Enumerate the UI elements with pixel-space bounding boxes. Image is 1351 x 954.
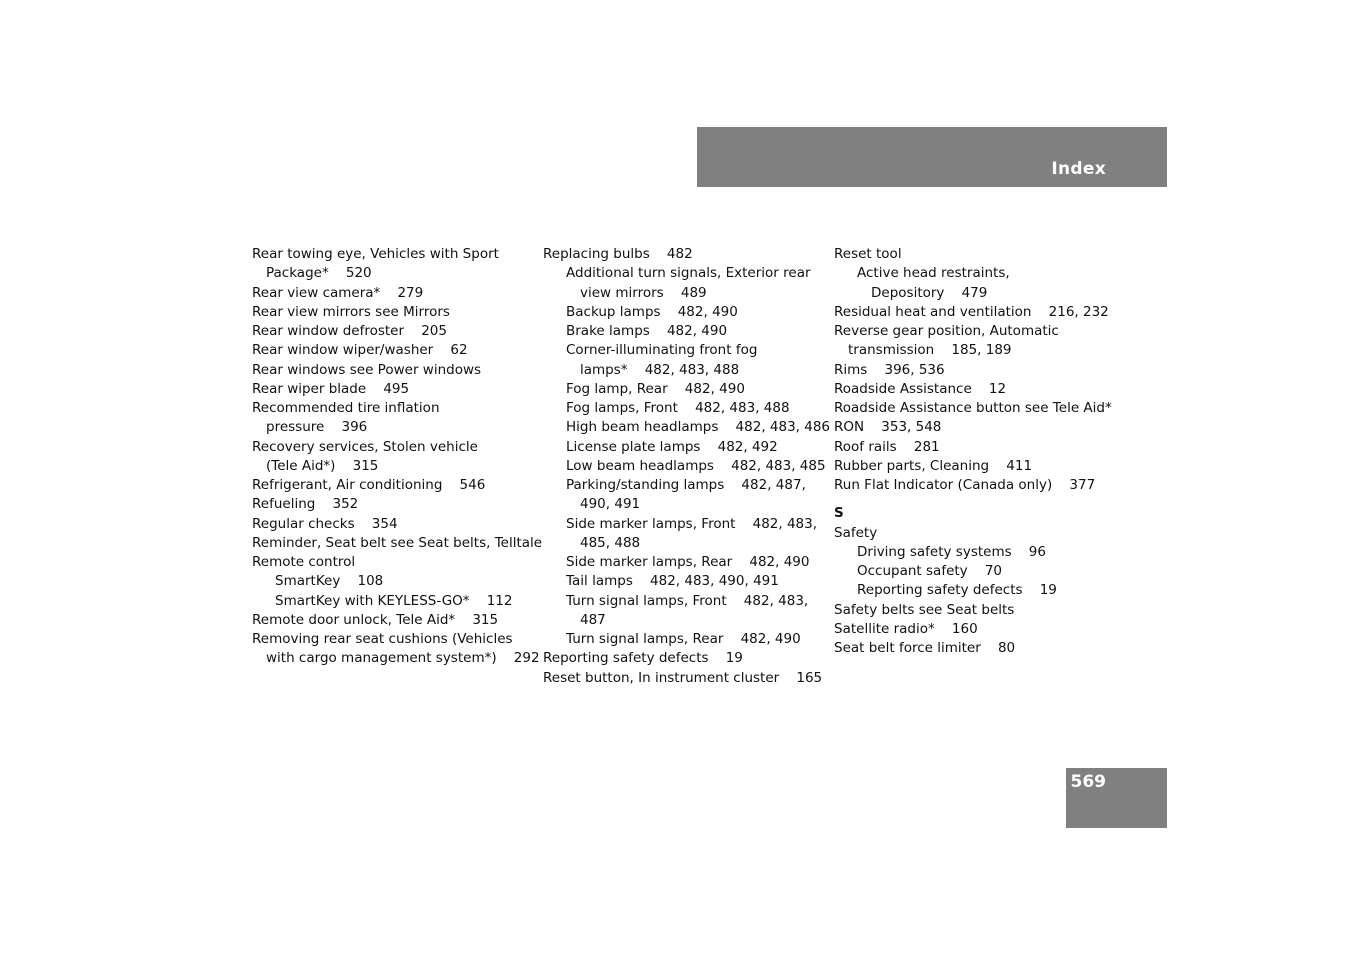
- page-number: 569: [1070, 772, 1106, 792]
- index-entry: Package* 520: [266, 265, 372, 282]
- index-entry: Rear window wiper/washer 62: [252, 342, 468, 359]
- index-entry: view mirrors 489: [580, 284, 707, 301]
- index-entry: Roof rails 281: [834, 438, 940, 455]
- index-entry: Backup lamps 482, 490: [566, 303, 738, 320]
- index-entry: Remote control: [252, 554, 356, 570]
- index-entry: Roadside Assistance 12: [834, 380, 1007, 397]
- page-title: Index: [1051, 159, 1106, 179]
- index-entry: lamps* 482, 483, 488: [580, 361, 740, 378]
- index-entry: Run Flat Indicator (Canada only) 377: [834, 477, 1096, 493]
- index-entry: Turn signal lamps, Front 482, 483,: [566, 592, 809, 609]
- index-entry: Satellite radio* 160: [834, 620, 978, 637]
- index-entry: Replacing bulbs 482: [543, 246, 693, 262]
- index-entry: Rubber parts, Cleaning 411: [834, 457, 1033, 474]
- index-entry: Rear towing eye, Vehicles with Sport: [252, 246, 499, 262]
- index-entry: with cargo management system*) 292: [266, 650, 540, 667]
- index-column-3: [834, 245, 1134, 658]
- index-entry: Active head restraints,: [857, 265, 1010, 282]
- index-entry: SmartKey with KEYLESS-GO* 112: [275, 592, 513, 609]
- index-entry: transmission 185, 189: [848, 342, 1012, 359]
- index-entry: Safety: [834, 524, 878, 541]
- index-entry: Tail lamps 482, 483, 490, 491: [566, 573, 779, 590]
- index-entry: Rear window defroster 205: [252, 323, 447, 339]
- index-entry: Regular checks 354: [252, 515, 398, 532]
- index-entry: Rear wiper blade 495: [252, 380, 410, 397]
- index-entry: Refrigerant, Air conditioning 546: [252, 477, 486, 493]
- header-bar: [697, 127, 1167, 187]
- index-entry: Side marker lamps, Rear 482, 490: [566, 554, 810, 570]
- index-entry: pressure 396: [266, 419, 368, 436]
- index-entry: 487: [580, 611, 606, 628]
- index-entry: Safety belts see Seat belts: [834, 601, 1015, 618]
- index-entry: Rims 396, 536: [834, 361, 945, 378]
- index-entry: SmartKey 108: [275, 573, 384, 590]
- index-column-1: [252, 245, 543, 669]
- index-entry: Recovery services, Stolen vehicle: [252, 438, 478, 455]
- index-entry: Refueling 352: [252, 496, 359, 513]
- index-entry: Reverse gear position, Automatic: [834, 323, 1059, 339]
- index-entry: Fog lamp, Rear 482, 490: [566, 380, 745, 397]
- index-entry: Rear view camera* 279: [252, 284, 424, 301]
- index-entry: Parking/standing lamps 482, 487,: [566, 477, 806, 493]
- index-entry: Seat belt force limiter 80: [834, 640, 1016, 656]
- index-entry: Low beam headlamps 482, 483, 485: [566, 457, 826, 474]
- index-entry: Occupant safety 70: [857, 563, 1002, 579]
- index-entry: Residual heat and ventilation 216, 232: [834, 303, 1109, 320]
- index-entry: Rear windows see Power windows: [252, 361, 482, 378]
- index-entry: Depository 479: [871, 284, 988, 301]
- index-entry: Reporting safety defects 19: [857, 582, 1057, 599]
- index-entry: Rear view mirrors see Mirrors: [252, 303, 450, 320]
- index-entry: RON 353, 548: [834, 419, 942, 436]
- index-entry: Reminder, Seat belt see Seat belts, Telltale: [252, 534, 543, 551]
- index-entry: Side marker lamps, Front 482, 483,: [566, 515, 818, 532]
- index-entry: Turn signal lamps, Rear 482, 490: [566, 631, 801, 647]
- index-entry: Remote door unlock, Tele Aid* 315: [252, 611, 499, 628]
- index-column-2: [543, 245, 831, 688]
- index-entry: Additional turn signals, Exterior rear: [566, 265, 811, 282]
- index-entry: Brake lamps 482, 490: [566, 323, 728, 339]
- index-entry: Roadside Assistance button see Tele Aid*: [834, 400, 1112, 416]
- index-entry: Fog lamps, Front 482, 483, 488: [566, 400, 790, 416]
- index-entry: License plate lamps 482, 492: [566, 438, 778, 455]
- index-entry: Driving safety systems 96: [857, 543, 1046, 560]
- index-entry: Corner-illuminating front fog: [566, 342, 758, 359]
- index-entry: (Tele Aid*) 315: [266, 457, 379, 474]
- index-letter-heading: S: [834, 505, 844, 522]
- index-entry: Reporting safety defects 19: [543, 650, 743, 667]
- page-number-box: [1066, 768, 1167, 828]
- index-entry: Removing rear seat cushions (Vehicles: [252, 631, 513, 647]
- index-entry: High beam headlamps 482, 483, 486: [566, 419, 831, 436]
- index-entry: 485, 488: [580, 534, 641, 551]
- index-entry: Reset button, In instrument cluster 165: [543, 669, 823, 686]
- index-entry: Reset tool: [834, 246, 902, 262]
- index-entry: 490, 491: [580, 496, 641, 513]
- index-entry: Recommended tire inflation: [252, 400, 440, 416]
